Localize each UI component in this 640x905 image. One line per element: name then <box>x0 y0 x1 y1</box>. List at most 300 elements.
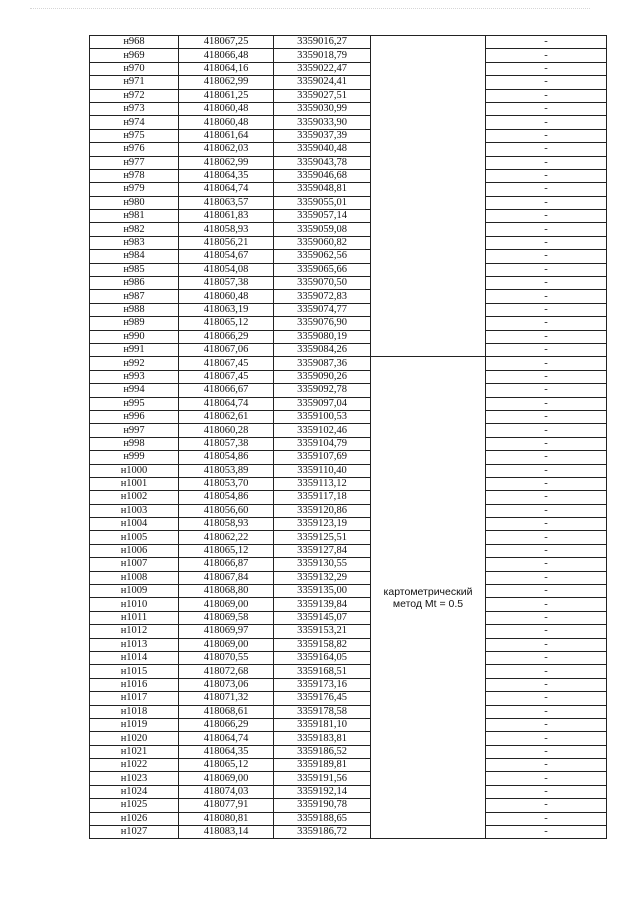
x-coordinate-cell: 418053,89 <box>179 464 274 477</box>
x-coordinate-cell: 418061,64 <box>179 129 274 142</box>
table-row <box>90 330 607 343</box>
accuracy-dash-cell: - <box>486 598 607 611</box>
table-row <box>90 785 607 798</box>
point-name-cell: н982 <box>90 223 179 236</box>
y-coordinate-cell: 3359188,65 <box>274 812 371 825</box>
accuracy-dash-cell: - <box>486 397 607 410</box>
table-row <box>90 651 607 664</box>
y-coordinate-cell: 3359033,90 <box>274 116 371 129</box>
point-name-cell: н993 <box>90 370 179 383</box>
table-row <box>90 812 607 825</box>
accuracy-dash-cell: - <box>486 210 607 223</box>
accuracy-dash-cell: - <box>486 384 607 397</box>
table-row <box>90 718 607 731</box>
x-coordinate-cell: 418065,12 <box>179 317 274 330</box>
x-coordinate-cell: 418067,25 <box>179 36 274 49</box>
y-coordinate-cell: 3359104,79 <box>274 437 371 450</box>
accuracy-dash-cell: - <box>486 156 607 169</box>
point-name-cell: н1010 <box>90 598 179 611</box>
point-name-cell: н985 <box>90 263 179 276</box>
table-row <box>90 410 607 423</box>
x-coordinate-cell: 418056,60 <box>179 504 274 517</box>
y-coordinate-cell: 3359046,68 <box>274 169 371 182</box>
y-coordinate-cell: 3359065,66 <box>274 263 371 276</box>
table-row <box>90 585 607 598</box>
x-coordinate-cell: 418067,45 <box>179 370 274 383</box>
table-row <box>90 129 607 142</box>
point-name-cell: н970 <box>90 62 179 75</box>
accuracy-dash-cell: - <box>486 638 607 651</box>
table-row <box>90 370 607 383</box>
accuracy-dash-cell: - <box>486 169 607 182</box>
x-coordinate-cell: 418060,28 <box>179 424 274 437</box>
y-coordinate-cell: 3359181,10 <box>274 718 371 731</box>
point-name-cell: н977 <box>90 156 179 169</box>
y-coordinate-cell: 3359060,82 <box>274 236 371 249</box>
accuracy-dash-cell: - <box>486 196 607 209</box>
x-coordinate-cell: 418071,32 <box>179 692 274 705</box>
accuracy-dash-cell: - <box>486 424 607 437</box>
method-label-line-2: метод Mt = 0.5 <box>392 597 464 610</box>
table-row <box>90 437 607 450</box>
x-coordinate-cell: 418064,74 <box>179 183 274 196</box>
accuracy-dash-cell: - <box>486 585 607 598</box>
x-coordinate-cell: 418067,45 <box>179 357 274 370</box>
method-label-line-1: картометрический <box>383 585 473 598</box>
point-name-cell: н995 <box>90 397 179 410</box>
y-coordinate-cell: 3359168,51 <box>274 665 371 678</box>
point-name-cell: н1000 <box>90 464 179 477</box>
y-coordinate-cell: 3359190,78 <box>274 799 371 812</box>
accuracy-dash-cell: - <box>486 531 607 544</box>
x-coordinate-cell: 418065,12 <box>179 544 274 557</box>
accuracy-dash-cell: - <box>486 129 607 142</box>
table-row <box>90 357 607 370</box>
point-name-cell: н1018 <box>90 705 179 718</box>
accuracy-dash-cell: - <box>486 745 607 758</box>
y-coordinate-cell: 3359062,56 <box>274 250 371 263</box>
y-coordinate-cell: 3359022,47 <box>274 62 371 75</box>
x-coordinate-cell: 418063,19 <box>179 303 274 316</box>
point-name-cell: н1020 <box>90 732 179 745</box>
x-coordinate-cell: 418068,80 <box>179 585 274 598</box>
table-row <box>90 156 607 169</box>
point-name-cell: н1009 <box>90 585 179 598</box>
table-row <box>90 36 607 49</box>
y-coordinate-cell: 3359076,90 <box>274 317 371 330</box>
x-coordinate-cell: 418062,99 <box>179 156 274 169</box>
table-row <box>90 692 607 705</box>
accuracy-dash-cell: - <box>486 183 607 196</box>
point-name-cell: н1004 <box>90 518 179 531</box>
accuracy-dash-cell: - <box>486 678 607 691</box>
point-name-cell: н1025 <box>90 799 179 812</box>
accuracy-dash-cell: - <box>486 290 607 303</box>
accuracy-dash-cell: - <box>486 759 607 772</box>
table-row <box>90 263 607 276</box>
accuracy-dash-cell: - <box>486 718 607 731</box>
table-row <box>90 236 607 249</box>
table-row <box>90 424 607 437</box>
x-coordinate-cell: 418054,86 <box>179 491 274 504</box>
point-name-cell: н1023 <box>90 772 179 785</box>
x-coordinate-cell: 418056,21 <box>179 236 274 249</box>
point-name-cell: н1019 <box>90 718 179 731</box>
x-coordinate-cell: 418062,03 <box>179 143 274 156</box>
point-name-cell: н996 <box>90 410 179 423</box>
point-name-cell: н1024 <box>90 785 179 798</box>
table-row <box>90 598 607 611</box>
scan-header-artifact <box>30 8 590 13</box>
accuracy-dash-cell: - <box>486 544 607 557</box>
x-coordinate-cell: 418060,48 <box>179 116 274 129</box>
x-coordinate-cell: 418072,68 <box>179 665 274 678</box>
x-coordinate-cell: 418065,12 <box>179 759 274 772</box>
x-coordinate-cell: 418058,93 <box>179 223 274 236</box>
accuracy-dash-cell: - <box>486 504 607 517</box>
accuracy-dash-cell: - <box>486 651 607 664</box>
x-coordinate-cell: 418077,91 <box>179 799 274 812</box>
accuracy-dash-cell: - <box>486 665 607 678</box>
point-name-cell: н999 <box>90 451 179 464</box>
accuracy-dash-cell: - <box>486 36 607 49</box>
table-row <box>90 223 607 236</box>
point-name-cell: н1006 <box>90 544 179 557</box>
y-coordinate-cell: 3359145,07 <box>274 611 371 624</box>
y-coordinate-cell: 3359097,04 <box>274 397 371 410</box>
x-coordinate-cell: 418057,38 <box>179 277 274 290</box>
y-coordinate-cell: 3359100,53 <box>274 410 371 423</box>
table-row <box>90 732 607 745</box>
accuracy-dash-cell: - <box>486 692 607 705</box>
table-row <box>90 250 607 263</box>
table-row <box>90 290 607 303</box>
point-name-cell: н994 <box>90 384 179 397</box>
x-coordinate-cell: 418060,48 <box>179 290 274 303</box>
y-coordinate-cell: 3359102,46 <box>274 424 371 437</box>
point-name-cell: н989 <box>90 317 179 330</box>
table-row <box>90 196 607 209</box>
y-coordinate-cell: 3359072,83 <box>274 290 371 303</box>
coordinates-table <box>89 35 607 839</box>
table-row <box>90 504 607 517</box>
y-coordinate-cell: 3359125,51 <box>274 531 371 544</box>
y-coordinate-cell: 3359113,12 <box>274 477 371 490</box>
y-coordinate-cell: 3359048,81 <box>274 183 371 196</box>
y-coordinate-cell: 3359070,50 <box>274 277 371 290</box>
y-coordinate-cell: 3359092,78 <box>274 384 371 397</box>
x-coordinate-cell: 418070,55 <box>179 651 274 664</box>
accuracy-dash-cell: - <box>486 477 607 490</box>
y-coordinate-cell: 3359090,26 <box>274 370 371 383</box>
x-coordinate-cell: 418066,29 <box>179 330 274 343</box>
table-row <box>90 102 607 115</box>
table-row <box>90 531 607 544</box>
x-coordinate-cell: 418067,84 <box>179 571 274 584</box>
accuracy-dash-cell: - <box>486 102 607 115</box>
y-coordinate-cell: 3359059,08 <box>274 223 371 236</box>
y-coordinate-cell: 3359024,41 <box>274 76 371 89</box>
accuracy-dash-cell: - <box>486 464 607 477</box>
table-row <box>90 384 607 397</box>
method-cell-empty <box>371 36 486 357</box>
table-row <box>90 210 607 223</box>
accuracy-dash-cell: - <box>486 451 607 464</box>
accuracy-dash-cell: - <box>486 330 607 343</box>
accuracy-dash-cell: - <box>486 143 607 156</box>
point-name-cell: н1016 <box>90 678 179 691</box>
x-coordinate-cell: 418062,22 <box>179 531 274 544</box>
y-coordinate-cell: 3359080,19 <box>274 330 371 343</box>
x-coordinate-cell: 418069,00 <box>179 598 274 611</box>
point-name-cell: н1017 <box>90 692 179 705</box>
y-coordinate-cell: 3359173,16 <box>274 678 371 691</box>
y-coordinate-cell: 3359057,14 <box>274 210 371 223</box>
accuracy-dash-cell: - <box>486 49 607 62</box>
point-name-cell: н992 <box>90 357 179 370</box>
coordinates-table-body <box>90 36 607 839</box>
x-coordinate-cell: 418066,29 <box>179 718 274 731</box>
point-name-cell: н979 <box>90 183 179 196</box>
table-row <box>90 705 607 718</box>
accuracy-dash-cell: - <box>486 317 607 330</box>
point-name-cell: н1027 <box>90 826 179 839</box>
y-coordinate-cell: 3359176,45 <box>274 692 371 705</box>
point-name-cell: н988 <box>90 303 179 316</box>
point-name-cell: н984 <box>90 250 179 263</box>
x-coordinate-cell: 418069,00 <box>179 772 274 785</box>
x-coordinate-cell: 418064,35 <box>179 169 274 182</box>
table-row <box>90 76 607 89</box>
point-name-cell: н1021 <box>90 745 179 758</box>
table-row <box>90 826 607 839</box>
table-row <box>90 611 607 624</box>
accuracy-dash-cell: - <box>486 250 607 263</box>
table-row <box>90 169 607 182</box>
x-coordinate-cell: 418054,67 <box>179 250 274 263</box>
table-row <box>90 143 607 156</box>
accuracy-dash-cell: - <box>486 625 607 638</box>
x-coordinate-cell: 418067,06 <box>179 343 274 356</box>
point-name-cell: н976 <box>90 143 179 156</box>
table-row <box>90 343 607 356</box>
y-coordinate-cell: 3359040,48 <box>274 143 371 156</box>
point-name-cell: н1026 <box>90 812 179 825</box>
point-name-cell: н987 <box>90 290 179 303</box>
x-coordinate-cell: 418062,61 <box>179 410 274 423</box>
table-row <box>90 518 607 531</box>
table-row <box>90 625 607 638</box>
point-name-cell: н981 <box>90 210 179 223</box>
table-row <box>90 397 607 410</box>
table-row <box>90 477 607 490</box>
table-row <box>90 303 607 316</box>
table-row <box>90 451 607 464</box>
table-row <box>90 89 607 102</box>
y-coordinate-cell: 3359186,52 <box>274 745 371 758</box>
accuracy-dash-cell: - <box>486 705 607 718</box>
accuracy-dash-cell: - <box>486 437 607 450</box>
y-coordinate-cell: 3359153,21 <box>274 625 371 638</box>
point-name-cell: н1015 <box>90 665 179 678</box>
y-coordinate-cell: 3359130,55 <box>274 558 371 571</box>
point-name-cell: н969 <box>90 49 179 62</box>
y-coordinate-cell: 3359043,78 <box>274 156 371 169</box>
accuracy-dash-cell: - <box>486 410 607 423</box>
table-row <box>90 277 607 290</box>
accuracy-dash-cell: - <box>486 812 607 825</box>
x-coordinate-cell: 418066,67 <box>179 384 274 397</box>
y-coordinate-cell: 3359107,69 <box>274 451 371 464</box>
point-name-cell: н980 <box>90 196 179 209</box>
y-coordinate-cell: 3359192,14 <box>274 785 371 798</box>
accuracy-dash-cell: - <box>486 518 607 531</box>
x-coordinate-cell: 418074,03 <box>179 785 274 798</box>
y-coordinate-cell: 3359139,84 <box>274 598 371 611</box>
table-row <box>90 317 607 330</box>
table-row <box>90 491 607 504</box>
point-name-cell: н986 <box>90 277 179 290</box>
accuracy-dash-cell: - <box>486 236 607 249</box>
point-name-cell: н1012 <box>90 625 179 638</box>
y-coordinate-cell: 3359037,39 <box>274 129 371 142</box>
table-row <box>90 772 607 785</box>
table-row <box>90 183 607 196</box>
y-coordinate-cell: 3359030,99 <box>274 102 371 115</box>
point-name-cell: н975 <box>90 129 179 142</box>
accuracy-dash-cell: - <box>486 89 607 102</box>
y-coordinate-cell: 3359055,01 <box>274 196 371 209</box>
point-name-cell: н1022 <box>90 759 179 772</box>
accuracy-dash-cell: - <box>486 491 607 504</box>
y-coordinate-cell: 3359117,18 <box>274 491 371 504</box>
point-name-cell: н973 <box>90 102 179 115</box>
table-row <box>90 571 607 584</box>
table-row <box>90 799 607 812</box>
y-coordinate-cell: 3359018,79 <box>274 49 371 62</box>
y-coordinate-cell: 3359191,56 <box>274 772 371 785</box>
x-coordinate-cell: 418064,35 <box>179 745 274 758</box>
accuracy-dash-cell: - <box>486 558 607 571</box>
point-name-cell: н997 <box>90 424 179 437</box>
y-coordinate-cell: 3359084,26 <box>274 343 371 356</box>
y-coordinate-cell: 3359123,19 <box>274 518 371 531</box>
x-coordinate-cell: 418054,86 <box>179 451 274 464</box>
x-coordinate-cell: 418064,16 <box>179 62 274 75</box>
y-coordinate-cell: 3359135,00 <box>274 585 371 598</box>
accuracy-dash-cell: - <box>486 571 607 584</box>
y-coordinate-cell: 3359164,05 <box>274 651 371 664</box>
table-row <box>90 49 607 62</box>
point-name-cell: н1008 <box>90 571 179 584</box>
method-cell <box>371 357 486 839</box>
point-name-cell: н978 <box>90 169 179 182</box>
x-coordinate-cell: 418058,93 <box>179 518 274 531</box>
y-coordinate-cell: 3359027,51 <box>274 89 371 102</box>
x-coordinate-cell: 418060,48 <box>179 102 274 115</box>
y-coordinate-cell: 3359189,81 <box>274 759 371 772</box>
table-row <box>90 464 607 477</box>
point-name-cell: н990 <box>90 330 179 343</box>
table-row <box>90 759 607 772</box>
accuracy-dash-cell: - <box>486 611 607 624</box>
accuracy-dash-cell: - <box>486 263 607 276</box>
x-coordinate-cell: 418080,81 <box>179 812 274 825</box>
accuracy-dash-cell: - <box>486 826 607 839</box>
accuracy-dash-cell: - <box>486 277 607 290</box>
x-coordinate-cell: 418057,38 <box>179 437 274 450</box>
accuracy-dash-cell: - <box>486 343 607 356</box>
point-name-cell: н998 <box>90 437 179 450</box>
x-coordinate-cell: 418053,70 <box>179 477 274 490</box>
table-row <box>90 558 607 571</box>
table-row <box>90 665 607 678</box>
y-coordinate-cell: 3359183,81 <box>274 732 371 745</box>
x-coordinate-cell: 418066,48 <box>179 49 274 62</box>
accuracy-dash-cell: - <box>486 799 607 812</box>
accuracy-dash-cell: - <box>486 732 607 745</box>
x-coordinate-cell: 418083,14 <box>179 826 274 839</box>
table-row <box>90 116 607 129</box>
table-row <box>90 745 607 758</box>
x-coordinate-cell: 418063,57 <box>179 196 274 209</box>
point-name-cell: н1014 <box>90 651 179 664</box>
table-row <box>90 62 607 75</box>
table-row <box>90 638 607 651</box>
point-name-cell: н1013 <box>90 638 179 651</box>
point-name-cell: н1001 <box>90 477 179 490</box>
y-coordinate-cell: 3359158,82 <box>274 638 371 651</box>
point-name-cell: н971 <box>90 76 179 89</box>
accuracy-dash-cell: - <box>486 62 607 75</box>
y-coordinate-cell: 3359110,40 <box>274 464 371 477</box>
accuracy-dash-cell: - <box>486 303 607 316</box>
point-name-cell: н974 <box>90 116 179 129</box>
x-coordinate-cell: 418073,06 <box>179 678 274 691</box>
point-name-cell: н1003 <box>90 504 179 517</box>
point-name-cell: н1005 <box>90 531 179 544</box>
x-coordinate-cell: 418066,87 <box>179 558 274 571</box>
x-coordinate-cell: 418068,61 <box>179 705 274 718</box>
x-coordinate-cell: 418061,25 <box>179 89 274 102</box>
point-name-cell: н1011 <box>90 611 179 624</box>
table-row <box>90 544 607 557</box>
y-coordinate-cell: 3359120,86 <box>274 504 371 517</box>
accuracy-dash-cell: - <box>486 223 607 236</box>
point-name-cell: н968 <box>90 36 179 49</box>
x-coordinate-cell: 418062,99 <box>179 76 274 89</box>
accuracy-dash-cell: - <box>486 785 607 798</box>
point-name-cell: н983 <box>90 236 179 249</box>
accuracy-dash-cell: - <box>486 370 607 383</box>
y-coordinate-cell: 3359074,77 <box>274 303 371 316</box>
x-coordinate-cell: 418064,74 <box>179 397 274 410</box>
y-coordinate-cell: 3359087,36 <box>274 357 371 370</box>
x-coordinate-cell: 418054,08 <box>179 263 274 276</box>
accuracy-dash-cell: - <box>486 76 607 89</box>
point-name-cell: н1007 <box>90 558 179 571</box>
y-coordinate-cell: 3359132,29 <box>274 571 371 584</box>
point-name-cell: н991 <box>90 343 179 356</box>
table-row <box>90 678 607 691</box>
x-coordinate-cell: 418069,97 <box>179 625 274 638</box>
y-coordinate-cell: 3359016,27 <box>274 36 371 49</box>
x-coordinate-cell: 418064,74 <box>179 732 274 745</box>
point-name-cell: н972 <box>90 89 179 102</box>
y-coordinate-cell: 3359186,72 <box>274 826 371 839</box>
x-coordinate-cell: 418061,83 <box>179 210 274 223</box>
accuracy-dash-cell: - <box>486 357 607 370</box>
